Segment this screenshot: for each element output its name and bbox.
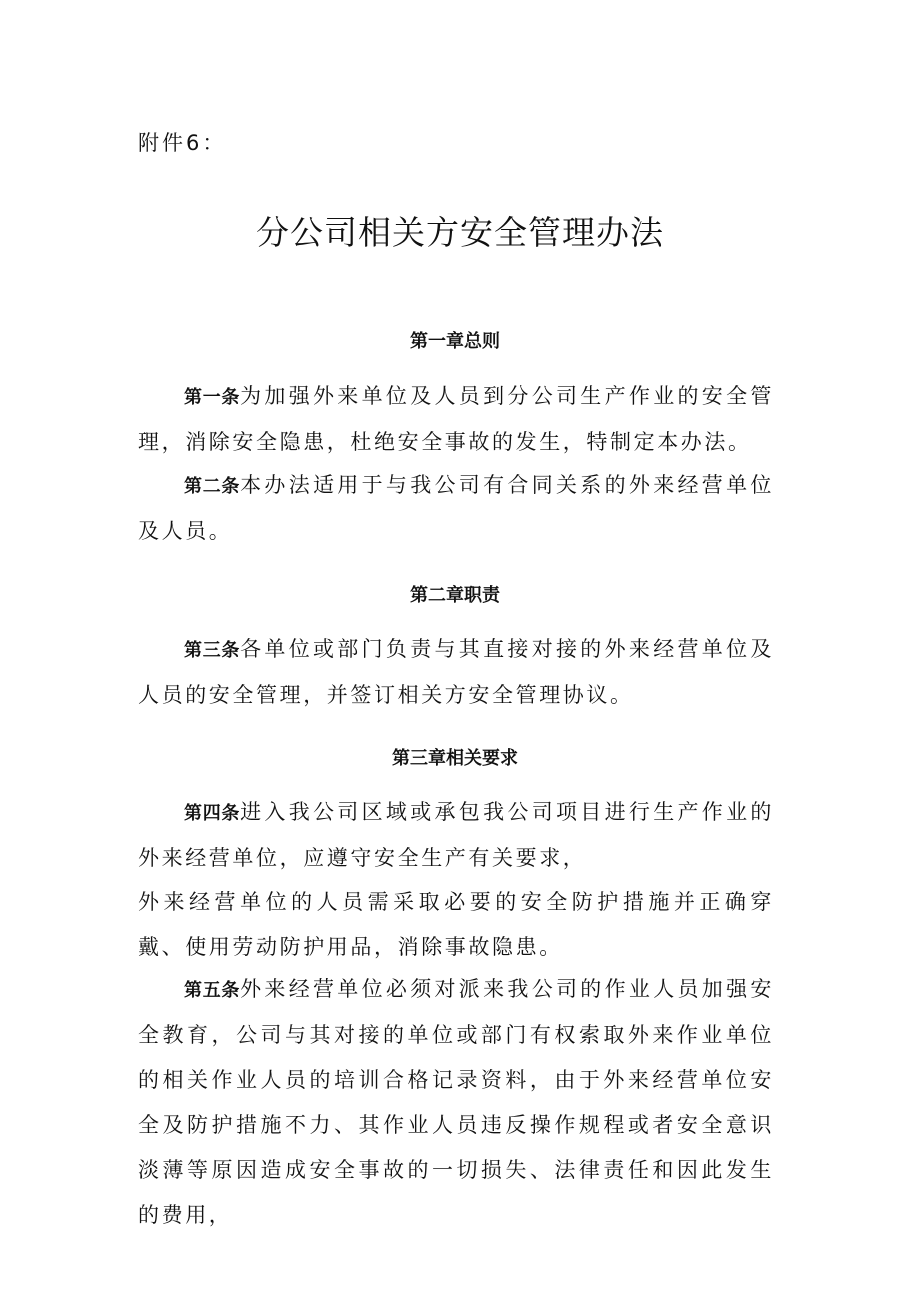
article-text: 进入我公司区域或承包我公司项目进行生产作业的外来经营单位，应遵守安全生产有关要求， <box>138 800 775 870</box>
article-label: 第五条 <box>184 980 241 1001</box>
article-4-continuation: 外来经营单位的人员需采取必要的安全防护措施并正确穿戴、使用劳动防护用品，消除事故隐患。 <box>138 890 774 959</box>
article-3 <box>138 627 774 718</box>
article-1 <box>138 374 774 465</box>
article-5 <box>138 967 774 1238</box>
article-label: 第二条 <box>184 476 241 497</box>
article-text: 各单位或部门负责与其直接对接的外来经营单位及人员的安全管理，并签订相关方安全管理协议。 <box>138 637 775 707</box>
chapter-heading-2: 第二章职责 <box>410 585 500 606</box>
chapter-heading-3: 第三章相关要求 <box>392 748 518 769</box>
article-label: 第一条 <box>184 387 241 408</box>
article-4 <box>138 790 774 881</box>
article-2 <box>138 463 774 554</box>
article-text: 本办法适用于与我公司有合同关系的外来经营单位及人员。 <box>138 473 775 543</box>
article-label: 第四条 <box>184 803 241 824</box>
article-text: 外来经营单位必须对派来我公司的作业人员加强安全教育，公司与其对接的单位或部门有权索取外来作业单位的相关作业人员的培训合格记录资料，由于外来经营单位安全及防护措施不力、其作业人员违反操作规程或者安全意识淡薄等原因造成安全事故的一切损失、法律责任和因此发生的费用， <box>138 977 775 1227</box>
document-title: 分公司相关方安全管理办法 <box>256 213 664 252</box>
attachment-label: 附件6： <box>138 131 227 155</box>
chapter-heading-1: 第一章总则 <box>410 331 500 352</box>
article-text: 为加强外来单位及人员到分公司生产作业的安全管理，消除安全隐患，杜绝安全事故的发生，特制定本办法。 <box>138 384 775 454</box>
article-label: 第三条 <box>184 640 241 661</box>
